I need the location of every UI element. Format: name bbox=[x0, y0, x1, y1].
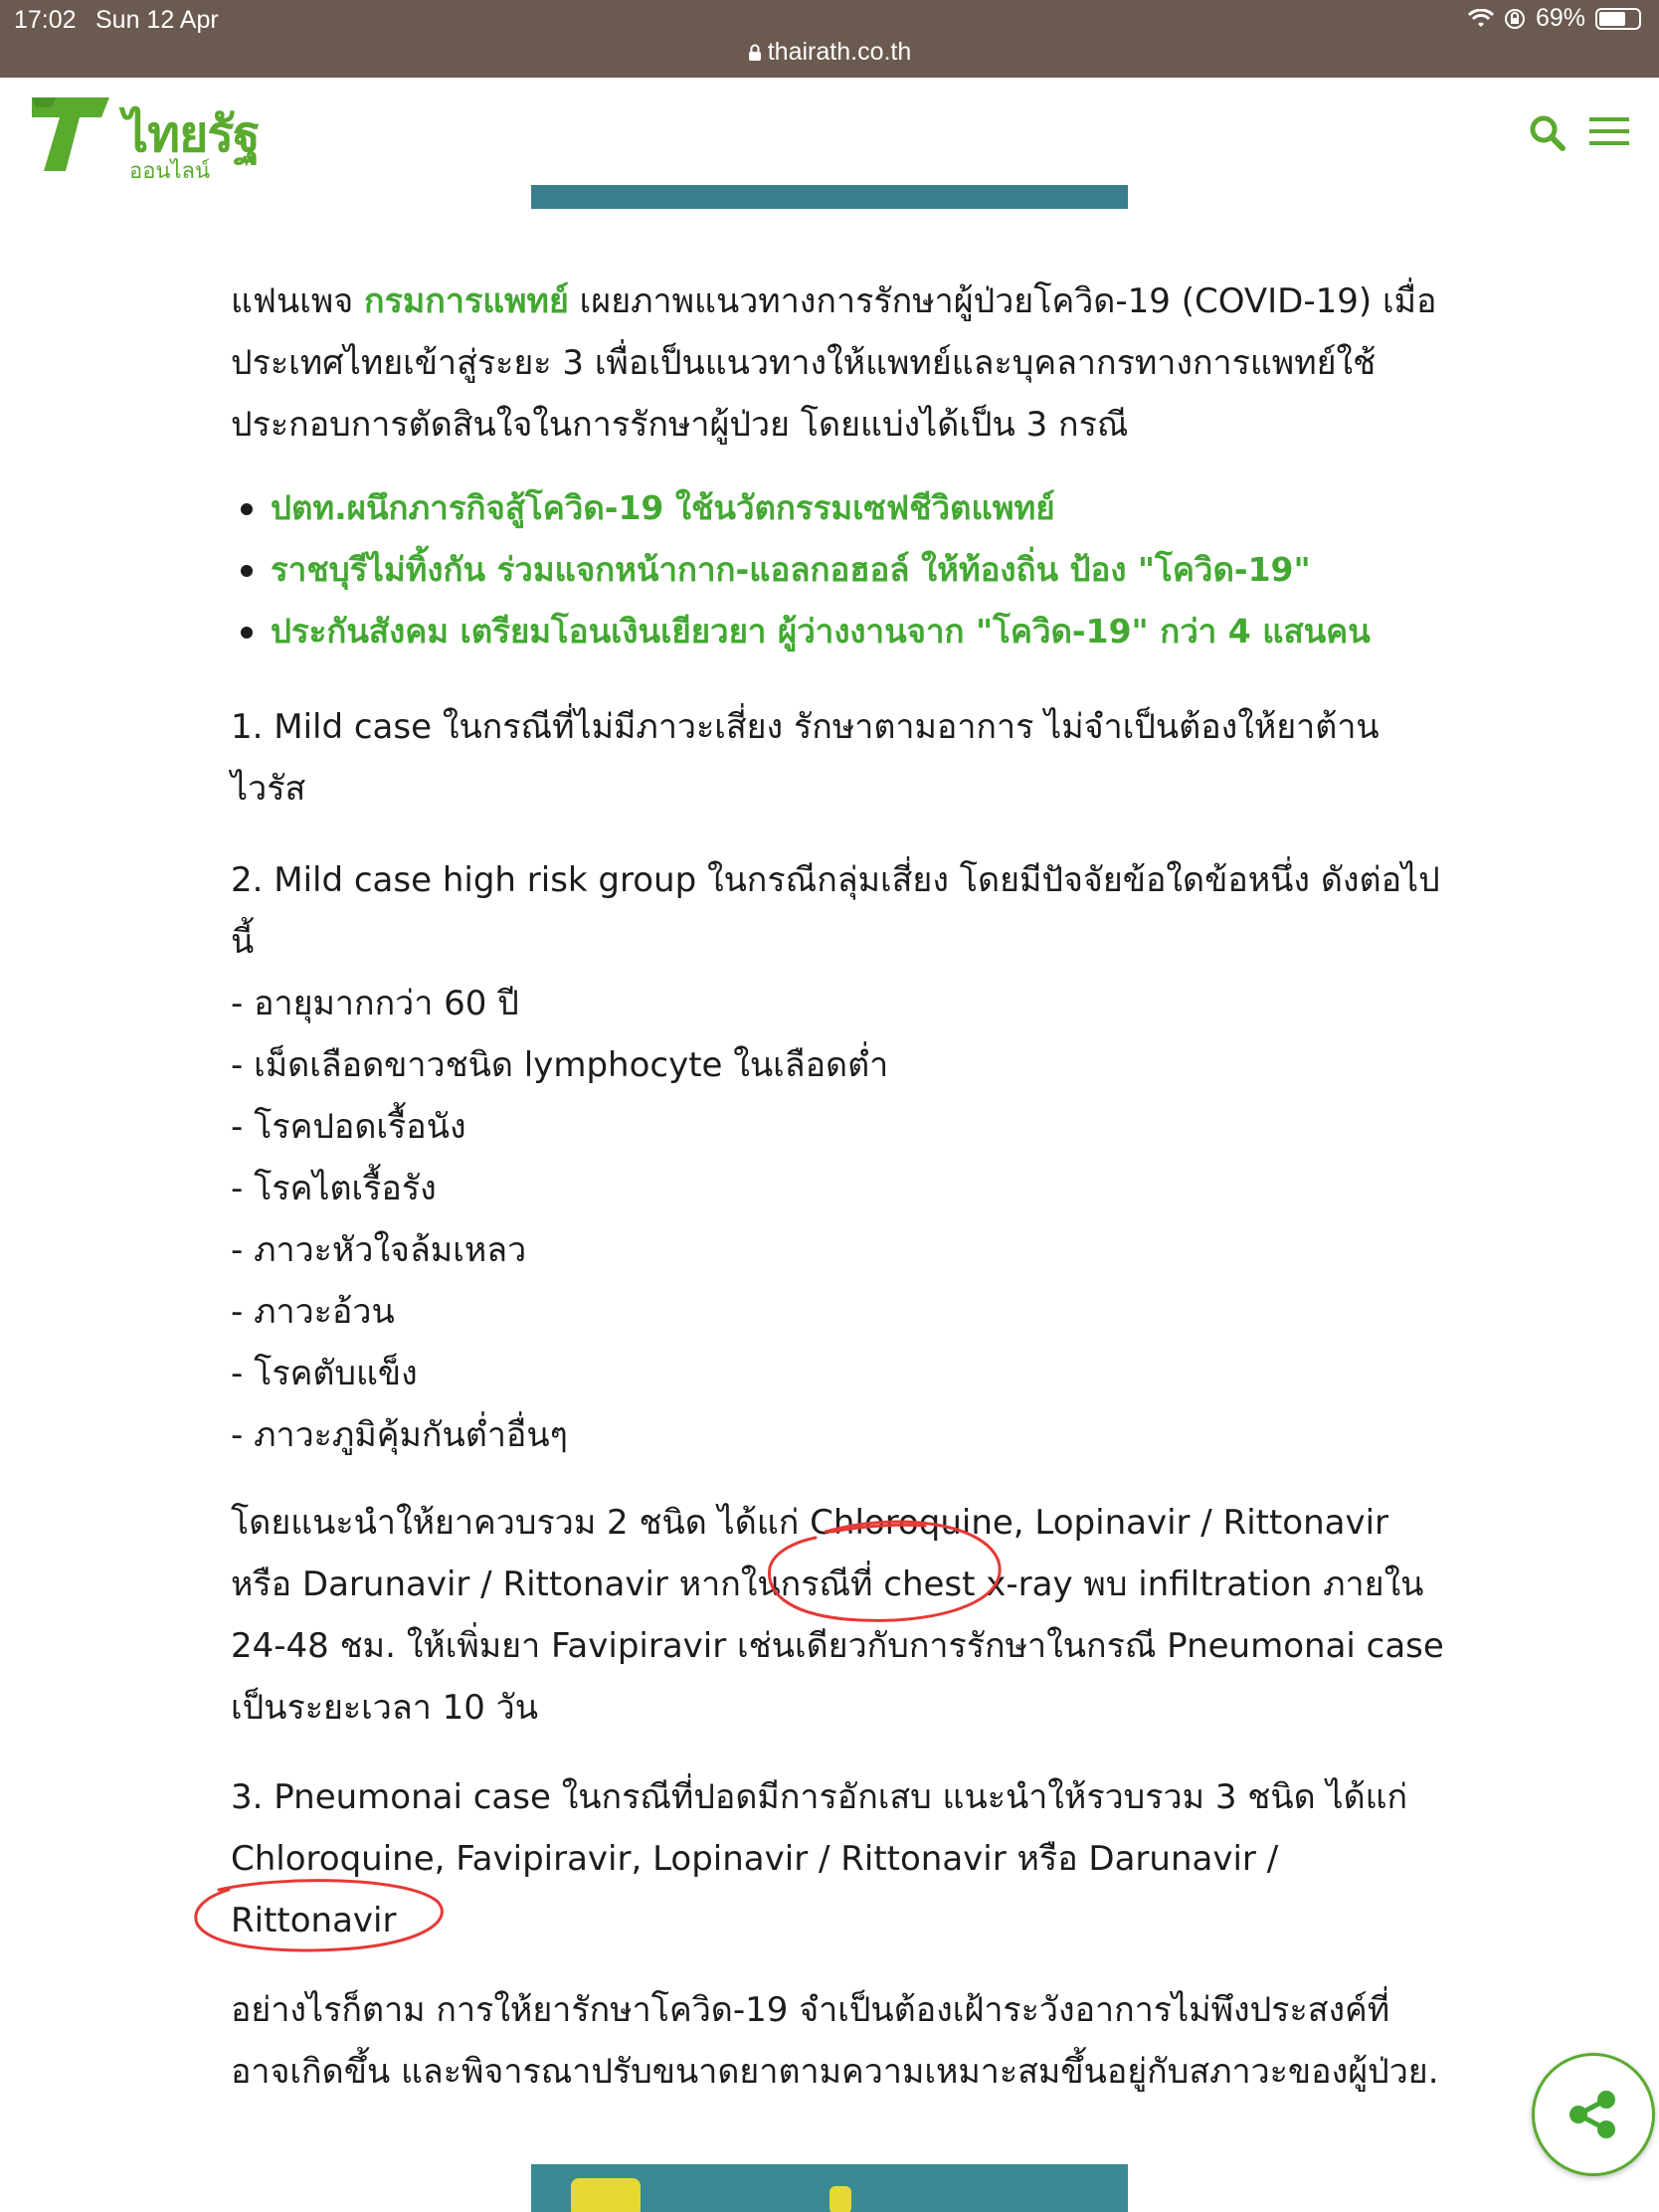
status-date: Sun 12 Apr bbox=[95, 6, 219, 34]
share-icon bbox=[1567, 2088, 1620, 2141]
risk-factor: - โรคตับแข็ง bbox=[231, 1354, 418, 1393]
closing-paragraph: อย่างไรก็ตาม การให้ยารักษาโควิด-19 จำเป็นต้องเฝ้าระวังอาการไม่พึงประสงค์ที่อาจเกิดขึ้น และพิจารณาปรับขนาดยาตามความเหมาะสมขึ้นอยู่กับสภาวะของผู้ป่วย. bbox=[231, 1990, 1439, 2092]
case-2-title: 2. Mild case high risk group bbox=[231, 860, 697, 900]
risk-factor: - โรคปอดเรื้อนัง bbox=[231, 1107, 466, 1147]
share-button[interactable] bbox=[1532, 2053, 1655, 2176]
status-bar bbox=[0, 0, 1659, 78]
related-link[interactable]: ราชบุรีไม่ทิ้งกัน ร่วมแจกหน้ากาก-แอลกอฮอล์ ให้ท้องถิ่น ป้อง "โควิด-19" bbox=[231, 539, 1444, 601]
risk-factor: - ภาวะหัวใจล้มเหลว bbox=[231, 1230, 527, 1270]
thairath-t-logo-icon bbox=[26, 90, 117, 179]
site-logo[interactable] bbox=[26, 90, 284, 184]
risk-factor: - ภาวะภูมิคุ้มกันต่ำอื่นๆ bbox=[231, 1415, 568, 1455]
related-link[interactable]: ปตท.ผนึกภารกิจสู้โควิด-19 ใช้นวัตกรรมเซฟชีวิตแพทย์ bbox=[231, 477, 1444, 539]
status-time: 17:02 bbox=[14, 6, 77, 34]
article-image-top-edge bbox=[531, 2164, 1128, 2212]
logo-subtitle: ออนไลน์ bbox=[129, 159, 211, 184]
risk-factor: - เม็ดเลือดขาวชนิด lymphocyte ในเลือดต่ำ bbox=[231, 1045, 889, 1085]
hamburger-menu-icon[interactable] bbox=[1589, 115, 1629, 147]
logo-name: ไทยรัฐ bbox=[123, 105, 260, 163]
related-links-list bbox=[231, 477, 1444, 662]
case-3-text: ในกรณีที่ปอดมีการอักเสบ แนะนำให้รวบรวม 3 ชนิด ได้แก่ Chloroquine, Favipiravir, Lopinavir / Rittonavir หรือ Darunavir / Rittonavir bbox=[231, 1777, 1408, 1940]
intro-text-rest: เผยภาพแนวทางการรักษาผู้ป่วยโควิด-19 (COVID-19) เมื่อประเทศไทยเข้าสู่ระยะ 3 เพื่อเป็นแนวทางให้แพทย์และบุคลากรทางการแพทย์ใช้ประกอบการตัดสินใจในการรักษาผู้ป่วย โดยแบ่งได้เป็น 3 กรณี bbox=[231, 281, 1437, 445]
intro-text-start: แฟนเพจ bbox=[231, 281, 364, 321]
case-2-paragraph bbox=[231, 849, 1444, 973]
case-2-recommendation: โดยแนะนำให้ยาควบรวม 2 ชนิด ได้แก่ Chloroquine, Lopinavir / Rittonavir หรือ Darunavir / Rittonavir หากในกรณีที่ chest x-ray พบ infiltration ภายใน 24-48 ชม. ให้เพิ่มยา Favipiravir เช่นเดียวกับการรักษาในกรณี Pneumonai case เป็นระยะเวลา 10 วัน bbox=[231, 1503, 1444, 1728]
related-link[interactable]: ประกันสังคม เตรียมโอนเงินเยียวยา ผู้ว่างงานจาก "โควิด-19" กว่า 4 แสนคน bbox=[231, 601, 1444, 662]
intro-paragraph bbox=[231, 271, 1444, 456]
case-3-title: 3. Pneumonai case bbox=[231, 1777, 551, 1817]
risk-factor: - ภาวะอ้วน bbox=[231, 1292, 395, 1332]
status-indicators bbox=[1468, 4, 1641, 33]
url-text: thairath.co.th bbox=[767, 38, 912, 66]
case-1-paragraph bbox=[231, 696, 1444, 820]
article-body bbox=[231, 271, 1444, 2103]
wifi-icon bbox=[1468, 9, 1494, 29]
risk-factor-list bbox=[231, 973, 1444, 1466]
lock-icon bbox=[748, 44, 762, 62]
case-3-paragraph bbox=[231, 1766, 1444, 1951]
case-1-title: 1. Mild case bbox=[231, 707, 433, 747]
case-1-text: ในกรณีที่ไม่มีภาวะเสี่ยง รักษาตามอาการ ไม่จำเป็นต้องให้ยาต้านไวรัส bbox=[231, 707, 1380, 809]
risk-factor: - โรคไตเรื้อรัง bbox=[231, 1169, 437, 1208]
article-image-bottom-edge bbox=[531, 185, 1128, 209]
department-link[interactable]: กรมการแพทย์ bbox=[364, 281, 569, 321]
site-header bbox=[0, 78, 1659, 189]
risk-factor: - อายุมากกว่า 60 ปี bbox=[231, 984, 519, 1023]
battery-icon bbox=[1595, 8, 1641, 30]
search-icon[interactable] bbox=[1528, 113, 1567, 153]
battery-percent: 69% bbox=[1535, 4, 1585, 32]
case-2-text: ในกรณีกลุ่มเสี่ยง โดยมีปัจจัยข้อใดข้อหนึ่ง ดังต่อไปนี้ bbox=[231, 860, 1440, 962]
address-bar[interactable] bbox=[0, 38, 1659, 67]
orientation-lock-icon bbox=[1504, 8, 1526, 30]
